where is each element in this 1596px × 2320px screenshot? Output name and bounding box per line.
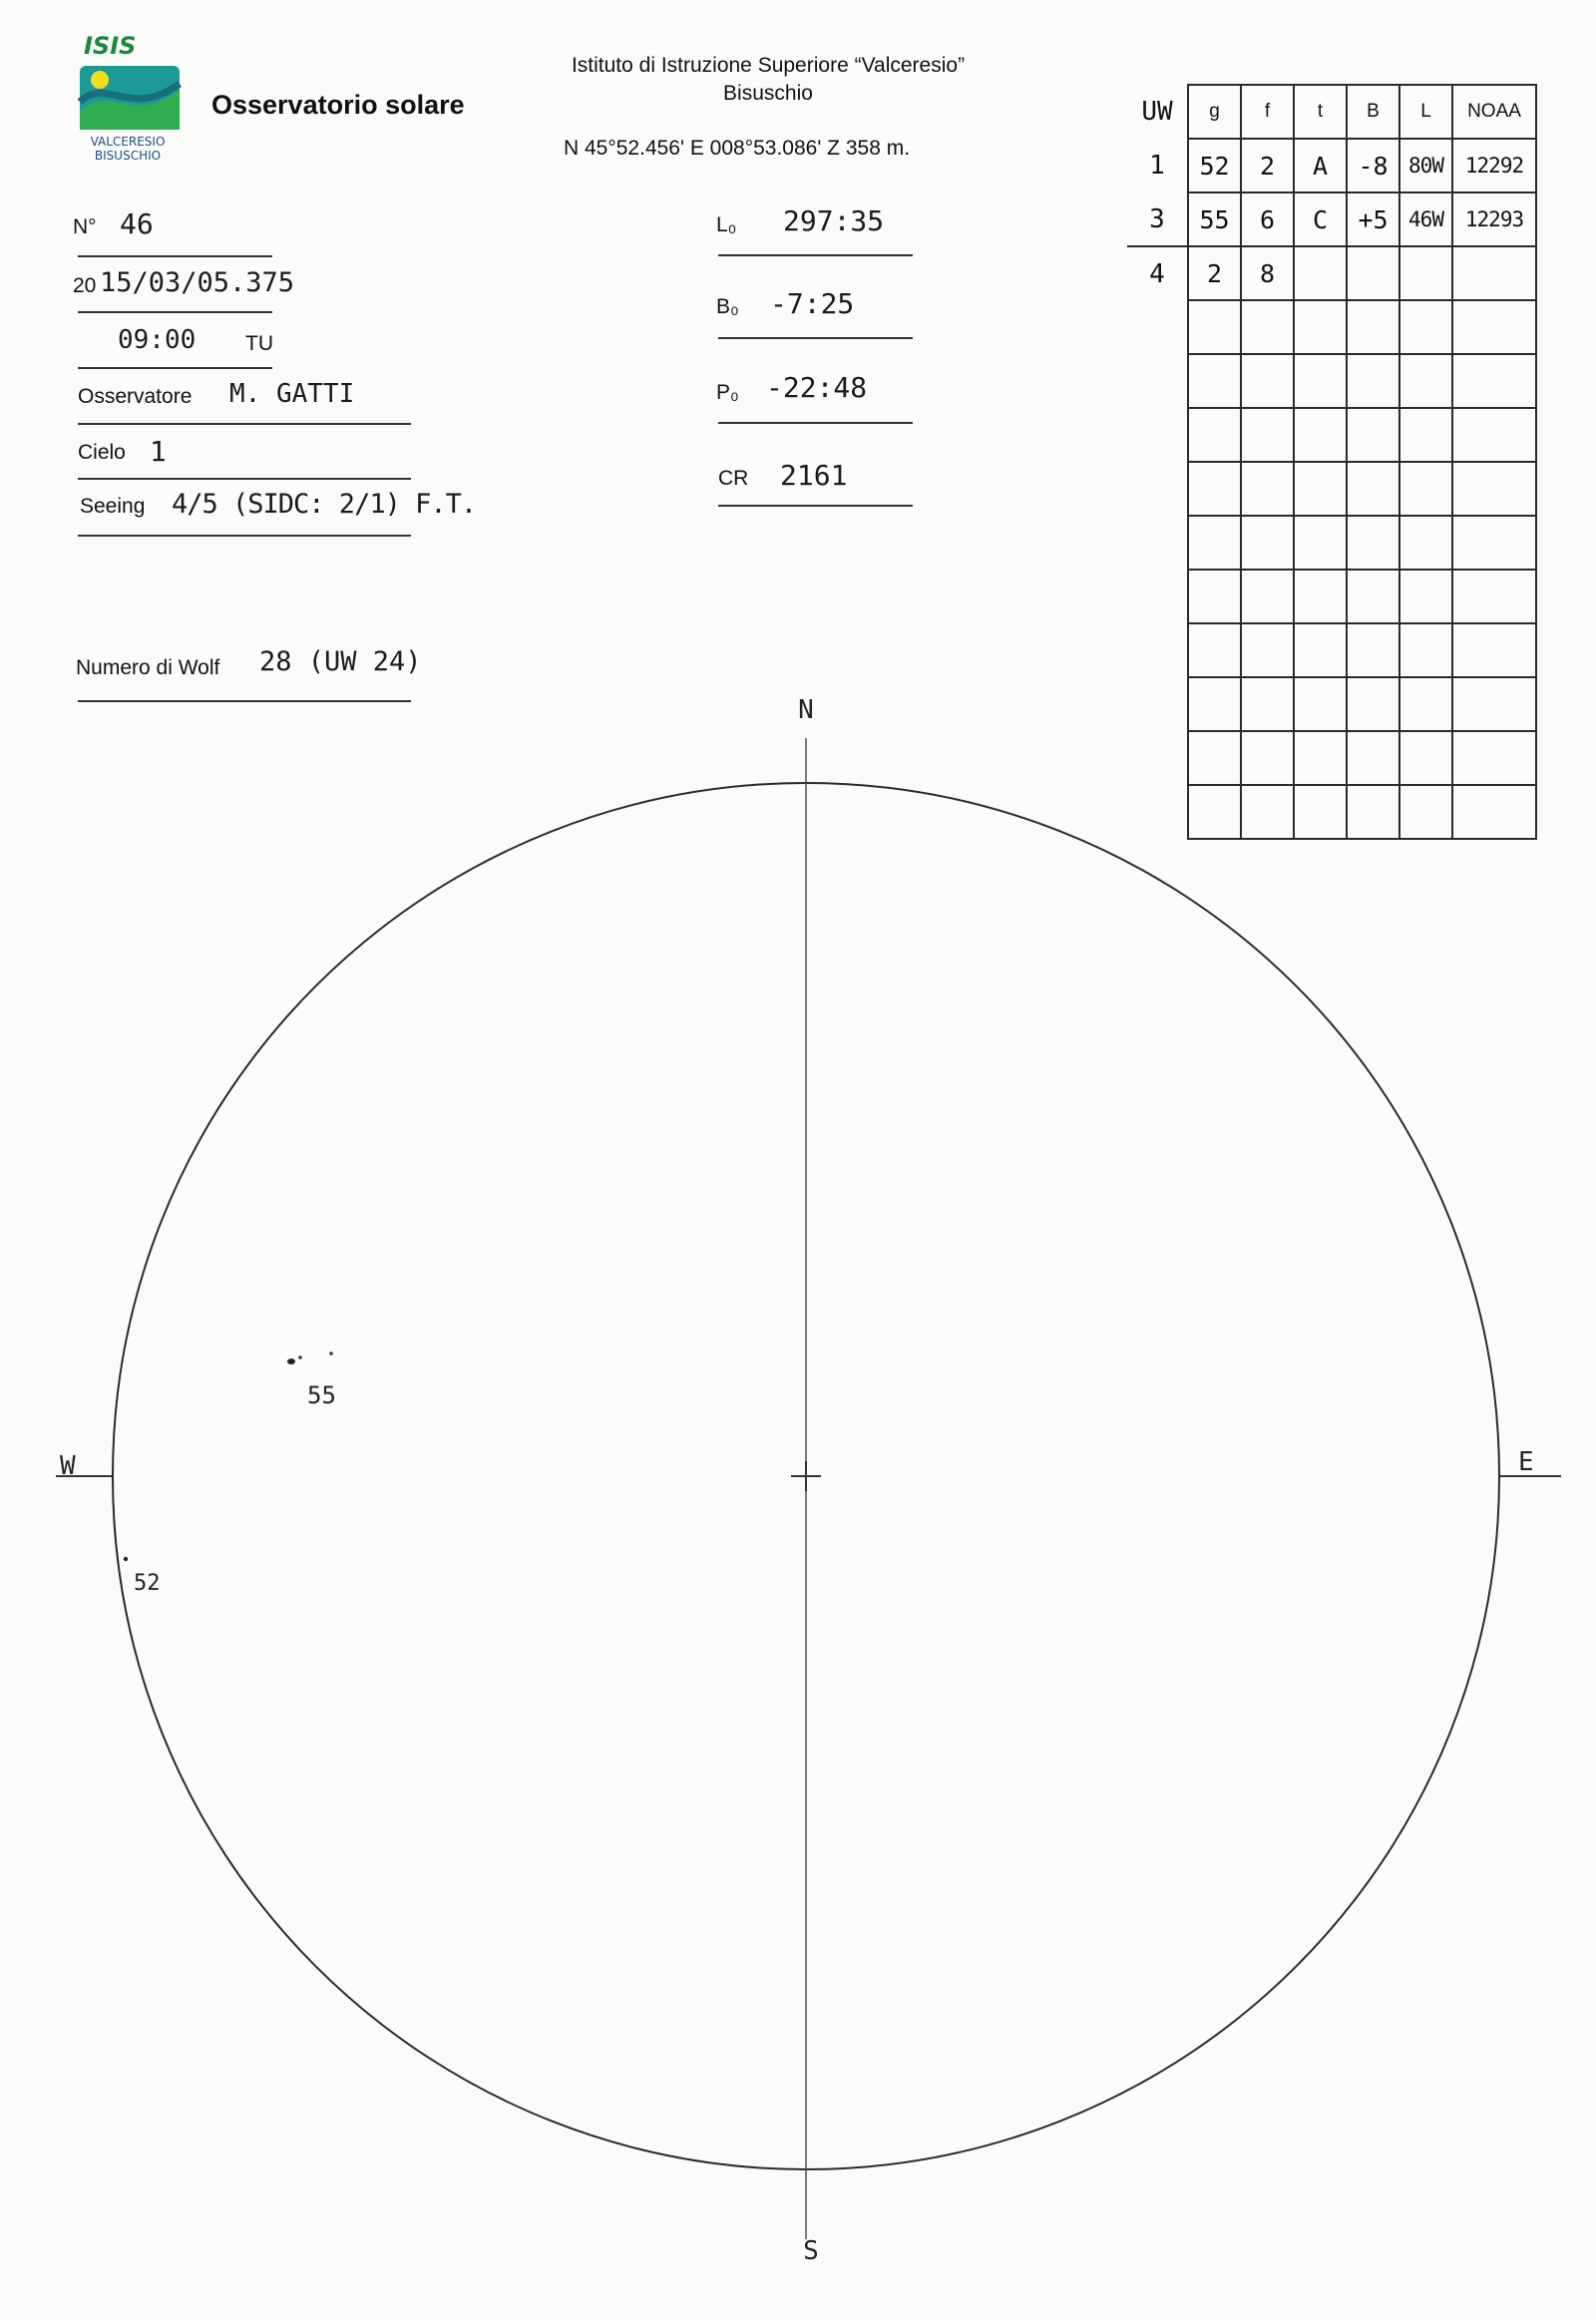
- table-row: [1127, 193, 1536, 246]
- east-label: E: [1518, 1447, 1534, 1477]
- logo-text: ISIS: [84, 32, 137, 60]
- empty-cell: [1452, 300, 1536, 354]
- north-label: N: [798, 695, 814, 725]
- cell-l: 80W: [1399, 139, 1452, 193]
- logo-sub1: VALCERESIO: [90, 135, 166, 149]
- cell-uw: 3: [1149, 203, 1165, 234]
- table-row-empty: [1127, 354, 1536, 408]
- cr-label: CR: [718, 467, 749, 490]
- cell-f: 6: [1241, 193, 1294, 246]
- number-label: N°: [73, 215, 97, 238]
- empty-cell: [1241, 516, 1294, 570]
- seeing-value: 4/5 (SIDC: 2/1) F.T.: [172, 489, 477, 520]
- sunspot-label-55: 55: [307, 1381, 336, 1409]
- cell-g: 52: [1188, 139, 1241, 193]
- logo-sub2: BISUSCHIO: [94, 149, 162, 163]
- empty-cell: [1452, 408, 1536, 462]
- cell-t: A: [1294, 139, 1347, 193]
- cell-noaa: 12292: [1452, 139, 1536, 193]
- l0-value: 297:35: [783, 204, 885, 237]
- isis-logo: [78, 32, 188, 172]
- empty-cell: [1188, 354, 1241, 408]
- b0-label: B₀: [716, 295, 739, 318]
- empty-cell: [1127, 300, 1188, 354]
- empty-cell: [1294, 570, 1347, 623]
- empty-cell: [1399, 354, 1452, 408]
- empty-cell: [1452, 354, 1536, 408]
- empty-cell: [1188, 731, 1241, 785]
- table-row-empty: [1127, 731, 1536, 785]
- header-noaa: NOAA: [1452, 85, 1536, 139]
- empty-cell: [1294, 462, 1347, 516]
- empty-cell: [1347, 462, 1399, 516]
- empty-cell: [1399, 677, 1452, 731]
- cell-f: 2: [1241, 139, 1294, 193]
- empty-cell: [1294, 300, 1347, 354]
- sunspot-label-52: 52: [134, 1571, 161, 1596]
- cell-g: 55: [1188, 193, 1241, 246]
- empty-cell: [1188, 408, 1241, 462]
- table-row-empty: [1127, 462, 1536, 516]
- cell-b: +5: [1347, 193, 1399, 246]
- b0-value: -7:25: [770, 287, 855, 320]
- header-uw: UW: [1141, 97, 1173, 127]
- empty-cell: [1127, 408, 1188, 462]
- sun-icon: [91, 71, 109, 89]
- header-g: g: [1188, 85, 1241, 139]
- west-label: W: [60, 1451, 76, 1481]
- number-value: 46: [120, 207, 154, 240]
- empty-cell: [1188, 785, 1241, 839]
- empty-cell: [1399, 462, 1452, 516]
- empty-cell: [1347, 300, 1399, 354]
- sky-value: 1: [150, 435, 167, 468]
- cell-b: -8: [1347, 139, 1399, 193]
- observatory-coordinates: N 45°52.456' E 008°53.086' Z 358 m.: [564, 137, 911, 160]
- empty-cell: [1399, 785, 1452, 839]
- date-value: 15/03/05.375: [100, 267, 295, 298]
- empty-cell: [1127, 570, 1188, 623]
- table-row-empty: [1127, 300, 1536, 354]
- table-row-total: [1127, 246, 1536, 300]
- institute-line-1: Istituto di Istruzione Superiore “Valceresio”: [571, 54, 966, 77]
- l0-label: L₀: [716, 213, 737, 236]
- empty-cell: [1241, 408, 1294, 462]
- empty-cell: [1452, 462, 1536, 516]
- cell-l: 46W: [1399, 193, 1452, 246]
- empty-cell: [1347, 570, 1399, 623]
- empty-cell: [1241, 354, 1294, 408]
- p0-label: P₀: [716, 381, 739, 404]
- sky-label: Cielo: [78, 441, 126, 464]
- empty-cell: [1188, 677, 1241, 731]
- empty-cell: [1347, 785, 1399, 839]
- empty-cell: [1347, 677, 1399, 731]
- header-l: L: [1399, 85, 1452, 139]
- cell-g: 2: [1188, 246, 1241, 300]
- solar-disc-circle: [113, 783, 1499, 2169]
- empty-cell: [1347, 408, 1399, 462]
- empty-cell: [1188, 570, 1241, 623]
- cell-t: [1294, 246, 1347, 300]
- empty-cell: [1127, 462, 1188, 516]
- empty-cell: [1347, 354, 1399, 408]
- empty-cell: [1294, 408, 1347, 462]
- seeing-label: Seeing: [80, 495, 146, 518]
- empty-cell: [1347, 731, 1399, 785]
- sunspot-groups-table: [1127, 84, 1537, 840]
- table-row: [1127, 139, 1536, 193]
- empty-cell: [1399, 623, 1452, 677]
- empty-cell: [1241, 462, 1294, 516]
- empty-cell: [1241, 623, 1294, 677]
- institute-line-2: Bisuschio: [723, 82, 813, 105]
- empty-cell: [1452, 623, 1536, 677]
- cell-f: 8: [1241, 246, 1294, 300]
- empty-cell: [1188, 516, 1241, 570]
- cell-uw: 4: [1127, 246, 1188, 300]
- empty-cell: [1294, 785, 1347, 839]
- empty-cell: [1241, 785, 1294, 839]
- empty-cell: [1294, 354, 1347, 408]
- table-row-empty: [1127, 785, 1536, 839]
- south-label: S: [803, 2236, 819, 2266]
- table-row-empty: [1127, 623, 1536, 677]
- observatory-title: Osservatorio solare: [211, 90, 465, 120]
- empty-cell: [1399, 516, 1452, 570]
- empty-cell: [1241, 300, 1294, 354]
- empty-cell: [1188, 623, 1241, 677]
- empty-cell: [1452, 731, 1536, 785]
- empty-cell: [1294, 516, 1347, 570]
- empty-cell: [1241, 677, 1294, 731]
- empty-cell: [1347, 516, 1399, 570]
- wolf-label: Numero di Wolf: [76, 656, 220, 679]
- empty-cell: [1127, 354, 1188, 408]
- empty-cell: [1399, 300, 1452, 354]
- table-header-row: [1127, 85, 1536, 139]
- empty-cell: [1294, 731, 1347, 785]
- empty-cell: [1127, 731, 1188, 785]
- empty-cell: [1452, 677, 1536, 731]
- cr-value: 2161: [780, 459, 848, 492]
- empty-cell: [1452, 570, 1536, 623]
- empty-cell: [1127, 623, 1188, 677]
- cell-t: C: [1294, 193, 1347, 246]
- table-row-empty: [1127, 677, 1536, 731]
- cell-l: [1399, 246, 1452, 300]
- cell-noaa: 12293: [1452, 193, 1536, 246]
- empty-cell: [1294, 623, 1347, 677]
- cell-b: [1347, 246, 1399, 300]
- empty-cell: [1452, 516, 1536, 570]
- empty-cell: [1241, 731, 1294, 785]
- empty-cell: [1399, 408, 1452, 462]
- empty-cell: [1399, 731, 1452, 785]
- header-b: B: [1347, 85, 1399, 139]
- cell-uw: 1: [1149, 151, 1165, 181]
- empty-cell: [1127, 785, 1188, 839]
- table-row-empty: [1127, 516, 1536, 570]
- cell-noaa: [1452, 246, 1536, 300]
- sunspot-group-55-follower: [298, 1355, 302, 1359]
- empty-cell: [1188, 300, 1241, 354]
- header-f: f: [1241, 85, 1294, 139]
- empty-cell: [1399, 570, 1452, 623]
- empty-cell: [1294, 677, 1347, 731]
- table-row-empty: [1127, 408, 1536, 462]
- observer-value: M. GATTI: [229, 379, 355, 409]
- date-prefix: 20: [73, 274, 97, 297]
- institute-name: [519, 52, 1017, 108]
- sunspot-group-55-leader: [287, 1358, 295, 1364]
- empty-cell: [1188, 462, 1241, 516]
- empty-cell: [1241, 570, 1294, 623]
- wolf-value: 28 (UW 24): [259, 646, 422, 677]
- empty-cell: [1127, 677, 1188, 731]
- time-unit: TU: [245, 332, 273, 355]
- header-t: t: [1294, 85, 1347, 139]
- empty-cell: [1452, 785, 1536, 839]
- time-value: 09:00: [118, 325, 197, 355]
- empty-cell: [1127, 516, 1188, 570]
- sunspot-group-55-follower: [329, 1352, 333, 1355]
- sunspot-group-52: [124, 1557, 128, 1561]
- empty-cell: [1347, 623, 1399, 677]
- p0-value: -22:48: [766, 371, 868, 404]
- observer-label: Osservatore: [78, 385, 193, 408]
- table-row-empty: [1127, 570, 1536, 623]
